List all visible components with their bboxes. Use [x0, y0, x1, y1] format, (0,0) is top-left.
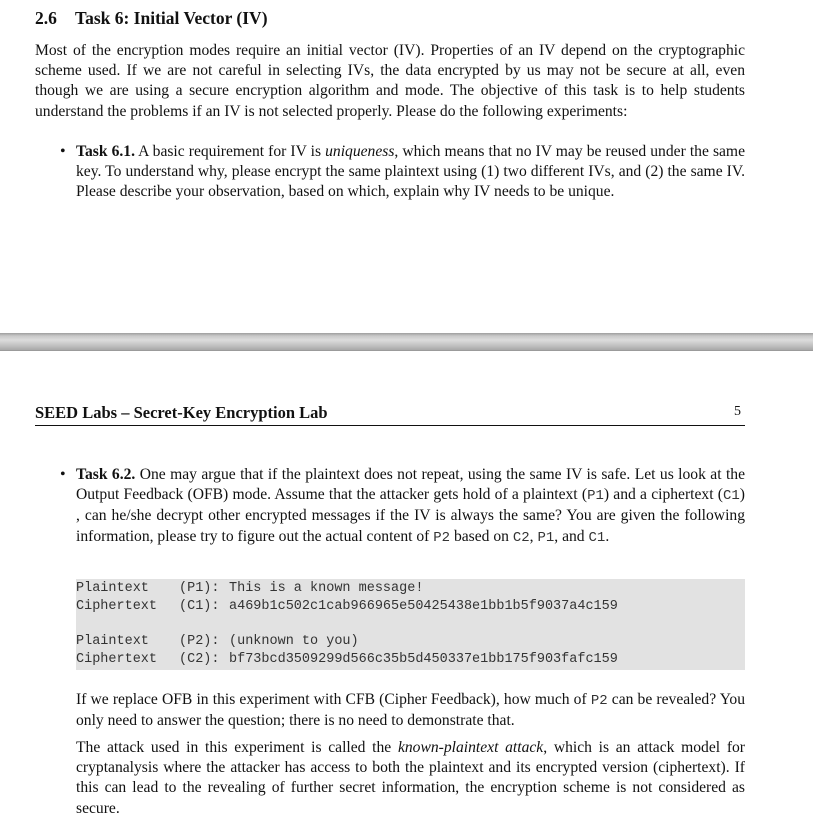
inline-code: P2	[590, 693, 608, 709]
cfb-text: If we replace OFB in this experiment with CFB (Cipher Feedback), how much of	[76, 691, 591, 708]
section-title: Task 6: Initial Vector (IV)	[75, 8, 268, 28]
known-plaintext-emphasis: known-plaintext attack	[397, 739, 544, 756]
task-6-1-text: A basic requirement for IV is	[134, 143, 326, 160]
task-6-2-text: ,	[529, 527, 538, 545]
kpa-text: , which is an attack model for cryptanalysis where the attacker has access to both the plaintext and its encrypted version (ciphertext). If this can lead to the revealing of further secret information, the encryption scheme is not considered as secure.	[76, 739, 745, 817]
inline-code: C2	[512, 529, 530, 546]
uniqueness-emphasis: uniqueness	[325, 143, 395, 160]
code-value: This is a known message!	[229, 581, 424, 596]
cfb-question-paragraph	[76, 690, 745, 731]
section-number: 2.6	[35, 8, 57, 28]
code-label: Plaintext	[76, 634, 149, 649]
page-bottom	[0, 351, 813, 829]
bullet-icon: •	[60, 143, 66, 160]
code-line-p2	[76, 634, 359, 649]
code-tag: (C2):	[179, 652, 220, 667]
page-top	[0, 0, 813, 333]
code-line-c2	[76, 652, 618, 667]
task-6-1-label: Task 6.1.	[76, 143, 135, 160]
code-line-p1	[76, 581, 423, 596]
task-6-2-text: ) and a ciphertext (	[603, 486, 723, 504]
running-header	[35, 403, 745, 426]
code-value: a469b1c502c1cab966965e50425438e1bb1b5f9037a4c159	[229, 599, 618, 614]
inline-code: P2	[433, 529, 451, 546]
task-6-2-text: One may argue that if the plaintext does not repeat, using the same IV is safe. Let us look at the Output Feedback (OFB) mode. Assume that the attacker gets hold of a plaintext (	[76, 466, 745, 504]
intro-paragraph: Most of the encryption modes require an initial vector (IV). Properties of an IV depend on the cryptographic scheme used. If we are not careful in selecting IVs, the data encrypted by us may not be secure at all, even though we are using a secure encryption algorithm and mode. The objective of this task is to help students understand the problems if an IV is not selected properly. Please do the following experiments:	[35, 42, 745, 120]
code-value: bf73bcd3509299d566c35b5d450337e1bb175f903fafc159	[229, 652, 618, 667]
task-6-2-text: .	[605, 527, 610, 545]
task-6-2-paragraph	[76, 465, 745, 548]
running-header-title: SEED Labs – Secret-Key Encryption Lab	[35, 403, 328, 422]
cfb-text: can be revealed? You only need to answer the question; there is no need to demonstrate that.	[76, 691, 745, 730]
task-6-2-label: Task 6.2.	[76, 466, 136, 483]
page-divider	[0, 333, 813, 351]
inline-code: P1	[587, 488, 604, 505]
code-value: (unknown to you)	[229, 634, 359, 649]
code-label: Plaintext	[76, 581, 149, 596]
task-6-2-text: , and	[554, 527, 589, 545]
task-6-2-text: based on	[450, 527, 513, 545]
code-tag: (P1):	[179, 581, 220, 596]
known-plaintext-paragraph	[76, 738, 745, 819]
code-label: Ciphertext	[76, 652, 158, 667]
section-heading	[35, 8, 268, 29]
task-6-1-text-rest: , which means that no IV may be reused under the same key. To understand why, please encrypt the same plaintext using (1) two different IVs, and (2) the same IV. Please describe your observation, based on which, explain why IV needs to be unique.	[76, 143, 745, 201]
task-6-1-paragraph	[76, 142, 745, 203]
code-block	[76, 579, 745, 670]
kpa-text: The attack used in this experiment is called the	[76, 739, 398, 756]
inline-code: C1	[722, 488, 740, 505]
code-tag: (C1):	[179, 599, 220, 614]
bullet-icon: •	[60, 466, 66, 483]
code-tag: (P2):	[179, 634, 220, 649]
task-6-2-text: ) , can he/she decrypt other encrypted messages if the IV is always the same? You are given the following information, please try to figure out the actual content of	[76, 486, 745, 545]
page-number: 5	[734, 404, 741, 419]
inline-code: C1	[588, 529, 606, 546]
code-label: Ciphertext	[76, 599, 158, 614]
inline-code: P1	[537, 529, 555, 546]
code-line-c1	[76, 599, 618, 614]
